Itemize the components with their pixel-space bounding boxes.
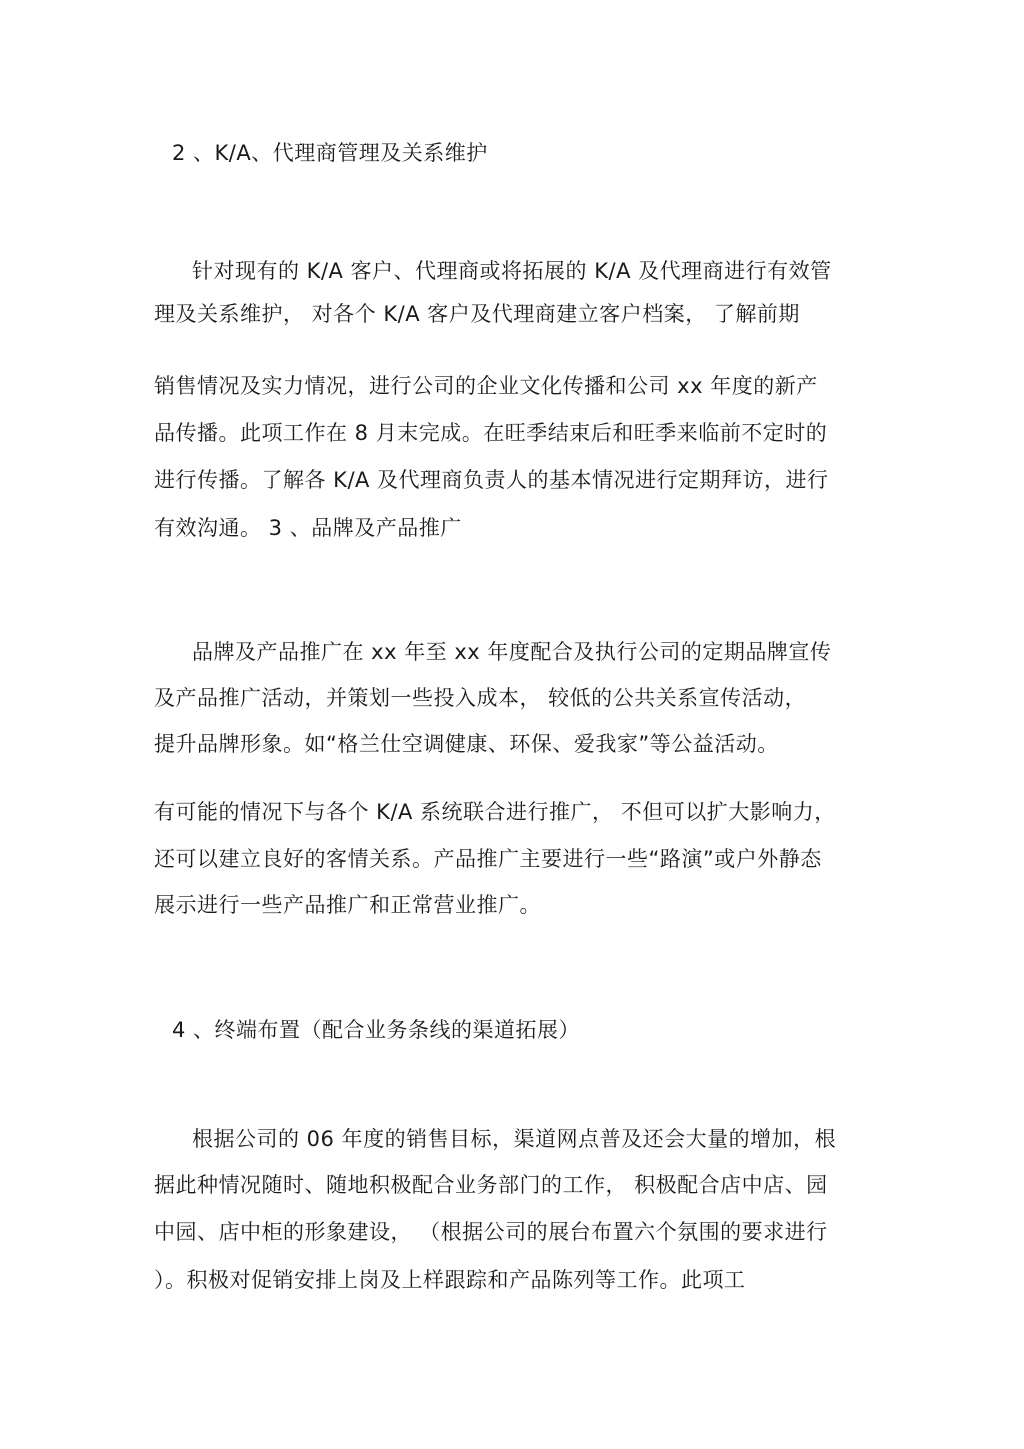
paragraph-line: 还可以建立良好的客情关系。产品推广主要进行一些“路演”或户外静态 xyxy=(154,847,822,871)
paragraph-line: 及产品推广活动，并策划一些投入成本， 较低的公共关系宣传活动， xyxy=(154,686,807,710)
paragraph-line: 进行传播。了解各 K/A 及代理商负责人的基本情况进行定期拜访，进行 xyxy=(154,468,829,492)
paragraph-line: 据此种情况随时、随地积极配合业务部门的工作， 积极配合店中店、园 xyxy=(154,1173,828,1197)
section-heading-2: 2 、K/A、代理商管理及关系维护 xyxy=(172,141,488,165)
section-heading-4: 4 、终端布置（配合业务条线的渠道拓展） xyxy=(172,1018,581,1042)
paragraph-line: 展示进行一些产品推广和正常营业推广。 xyxy=(154,893,541,917)
paragraph-line: ）。积极对促销安排上岗及上样跟踪和产品陈列等工作。此项工 xyxy=(154,1268,746,1292)
paragraph-line: 针对现有的 K/A 客户、代理商或将拓展的 K/A 及代理商进行有效管 xyxy=(192,259,832,283)
paragraph-line: 品传播。此项工作在 8 月末完成。在旺季结束后和旺季来临前不定时的 xyxy=(154,421,828,445)
paragraph-line: 有可能的情况下与各个 K/A 系统联合进行推广， 不但可以扩大影响力， xyxy=(154,800,836,824)
paragraph-line: 根据公司的 06 年度的销售目标，渠道网点普及还会大量的增加，根 xyxy=(192,1127,837,1151)
paragraph-line: 提升品牌形象。如“格兰仕空调健康、环保、爱我家”等公益活动。 xyxy=(154,732,779,756)
paragraph-line: 有效沟通。 3 、品牌及产品推广 xyxy=(154,516,462,540)
paragraph-line: 理及关系维护， 对各个 K/A 客户及代理商建立客户档案， 了解前期 xyxy=(154,302,800,326)
paragraph-line: 品牌及产品推广在 xx 年至 xx 年度配合及执行公司的定期品牌宣传 xyxy=(192,640,832,664)
paragraph-line: 中园、店中柜的形象建设， （根据公司的展台布置六个氛围的要求进行 xyxy=(154,1220,828,1244)
paragraph-line: 销售情况及实力情况，进行公司的企业文化传播和公司 xx 年度的新产 xyxy=(154,374,818,398)
